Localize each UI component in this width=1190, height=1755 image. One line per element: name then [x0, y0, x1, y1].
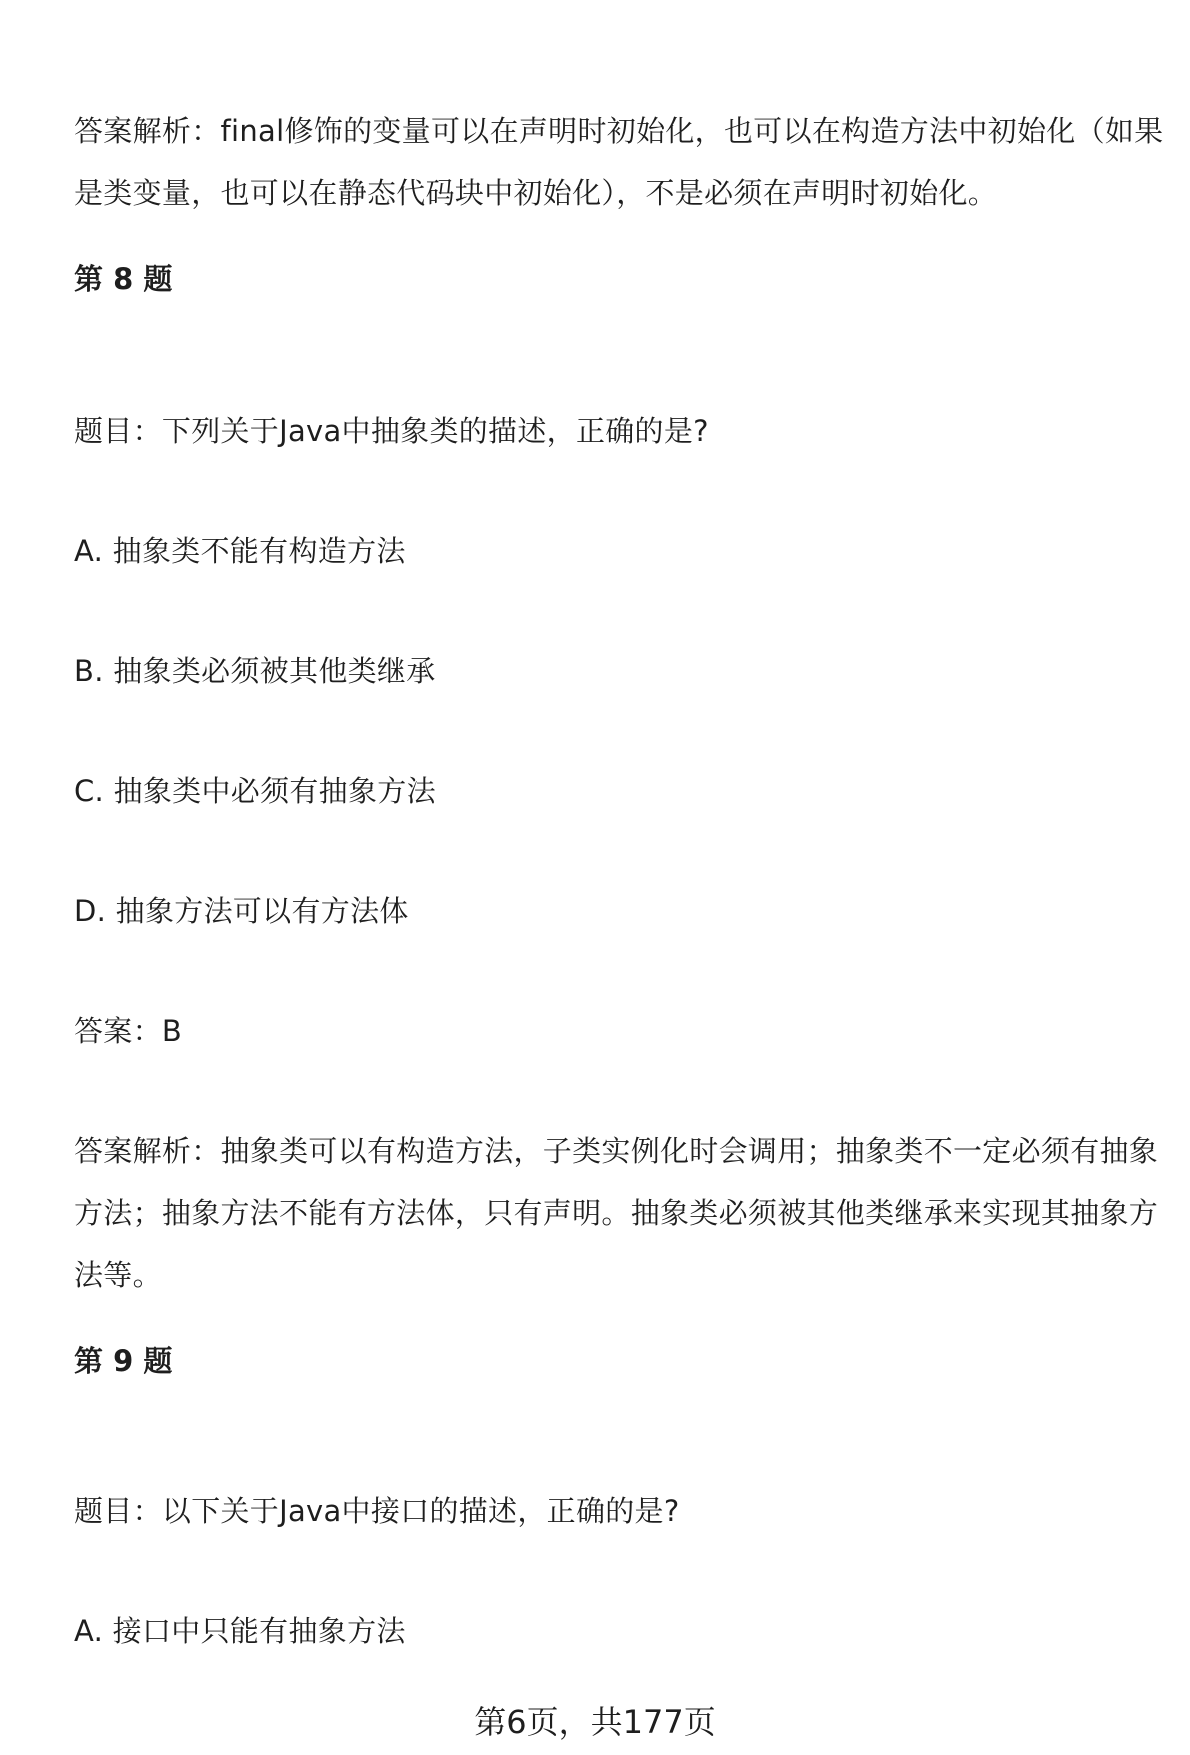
- q9-heading: 第 9 题: [74, 1344, 173, 1378]
- q9-question: 题目：以下关于Java中接口的描述，正确的是?: [74, 1494, 680, 1528]
- q8-answer: 答案：B: [74, 1014, 183, 1048]
- q7-explanation: 答案解析：final修饰的变量可以在声明时初始化，也可以在构造方法中初始化（如果是类变量，也可以在静态代码块中初始化），不是必须在声明时初始化。: [74, 114, 1164, 210]
- q8-explanation: 答案解析：抽象类可以有构造方法，子类实例化时会调用；抽象类不一定必须有抽象方法；抽象方法不能有方法体，只有声明。抽象类必须被其他类继承来实现其抽象方法等。: [74, 1134, 1159, 1292]
- q8-option-c: C. 抽象类中必须有抽象方法: [74, 774, 436, 808]
- q8-option-d: D. 抽象方法可以有方法体: [74, 894, 409, 928]
- q8-question: 题目：下列关于Java中抽象类的描述，正确的是?: [74, 414, 709, 448]
- q9-option-a: A. 接口中只能有抽象方法: [74, 1614, 406, 1648]
- q8-option-b: B. 抽象类必须被其他类继承: [74, 654, 436, 688]
- q8-heading: 第 8 题: [74, 262, 173, 296]
- page-indicator: 第6页，共177页: [474, 1703, 716, 1741]
- q8-option-a: A. 抽象类不能有构造方法: [74, 534, 406, 568]
